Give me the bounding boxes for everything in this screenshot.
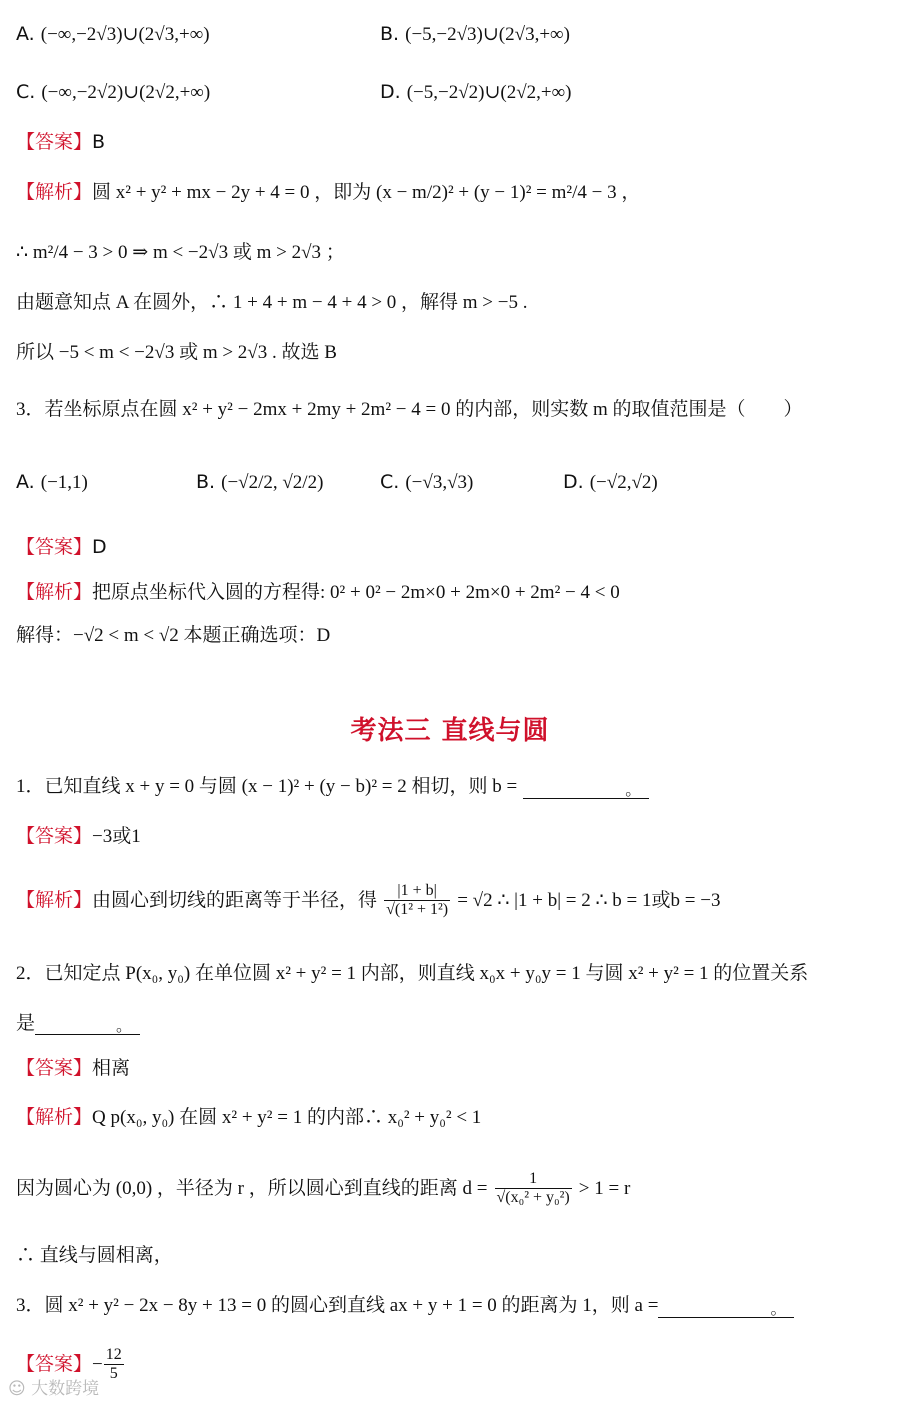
option-a: A. (−1,1)	[16, 471, 88, 493]
answer-line: 【答案】相离	[16, 1057, 131, 1079]
analysis-line: 所以 −5 < m < −2√3 或 m > 2√3 . 故选 B	[16, 342, 337, 363]
option-a: A. (−∞,−2√3)∪(2√3,+∞)	[16, 23, 210, 45]
option-c: C. (−∞,−2√2)∪(2√2,+∞)	[16, 81, 211, 103]
analysis-line: ∴ 直线与圆相离，	[16, 1245, 173, 1266]
analysis-line: ∴ m²/4 − 3 > 0 ⇒ m < −2√3 或 m > 2√3 ；	[16, 242, 345, 263]
question-stem: 3．圆 x² + y² − 2x − 8y + 13 = 0 的圆心到直线 ax + y + 1 = 0 的距离为 1，则 a = 。	[16, 1293, 794, 1318]
answer-line: 【答案】− $\frac{12}{5}$	[16, 1346, 122, 1382]
section-title: 考法三 直线与圆	[350, 716, 550, 746]
analysis-line: 因为圆心为 (0,0) ，半径为 r ，所以圆心到直线的距离 d = $\frac{1}{\text{√(x₀² + y₀²)}}$ > 1 = r	[16, 1170, 631, 1206]
watermark-logo-icon: ☺	[8, 1379, 26, 1399]
question-stem: 1．已知直线 x + y = 0 与圆 (x − 1)² + (y − b)² = 2 相切，则 b = 。	[16, 774, 649, 799]
option-d: D. (−5,−2√2)∪(2√2,+∞)	[380, 81, 572, 103]
analysis-line: 【解析】把原点坐标代入圆的方程得: 0² + 0² − 2m×0 + 2m×0 + 2m² − 4 < 0	[16, 581, 620, 603]
answer-blank[interactable]: 。	[658, 1299, 794, 1318]
answer-blank[interactable]: 。	[523, 780, 649, 799]
question-stem: 2．已知定点 P(x₀, y₀) 在单位圆 x² + y² = 1 内部，则直线 x₀x + y₀y = 1 与圆 x² + y² = 1 的位置关系	[16, 963, 809, 984]
answer-line: 【答案】B	[16, 131, 106, 153]
question-stem: 3．若坐标原点在圆 x² + y² − 2mx + 2my + 2m² − 4 = 0 的内部，则实数 m 的取值范围是（ ）	[16, 399, 803, 420]
analysis-line: 解得：−√2 < m < √2 本题正确选项：D	[16, 625, 331, 646]
question-stem: 是 。	[16, 1011, 140, 1035]
analysis-line: 【解析】Q p(x₀, y₀) 在圆 x² + y² = 1 的内部∴ x₀² + y₀² < 1	[16, 1106, 482, 1128]
fraction: $\frac{12}{5}$	[105, 1346, 122, 1382]
analysis-line: 【解析】圆 x² + y² + mx − 2y + 4 = 0 ，即为 (x − m/2)² + (y − 1)² = m²/4 − 3 ，	[16, 181, 641, 203]
answer-line: 【答案】D	[16, 536, 107, 558]
fraction: $\frac{|1 + b|}{\text{√(1² + 1²)}}$	[386, 882, 449, 918]
analysis-line: 由题意知点 A 在圆外，∴ 1 + 4 + m − 4 + 4 > 0 ，解得 m > −5 .	[16, 292, 528, 313]
answer-line: 【答案】−3或1	[16, 825, 141, 847]
fraction: $\frac{1}{\text{√(x₀² + y₀²)}}$	[496, 1170, 570, 1206]
option-d: D. (−√2,√2)	[563, 471, 658, 493]
option-b: B. (−5,−2√3)∪(2√3,+∞)	[380, 23, 570, 45]
option-b: B. (−√2/2, √2/2)	[196, 471, 324, 493]
option-c: C. (−√3,√3)	[380, 471, 474, 493]
watermark: ☺ 大数跨境	[8, 1379, 100, 1399]
answer-blank[interactable]: 。	[35, 1016, 140, 1035]
analysis-line: 【解析】由圆心到切线的距离等于半径，得 $\frac{|1 + b|}{\text{√(1² + 1²)}}$ = √2 ∴ |1 + b| = 2 ∴ b = 1或b = −3	[16, 882, 721, 918]
